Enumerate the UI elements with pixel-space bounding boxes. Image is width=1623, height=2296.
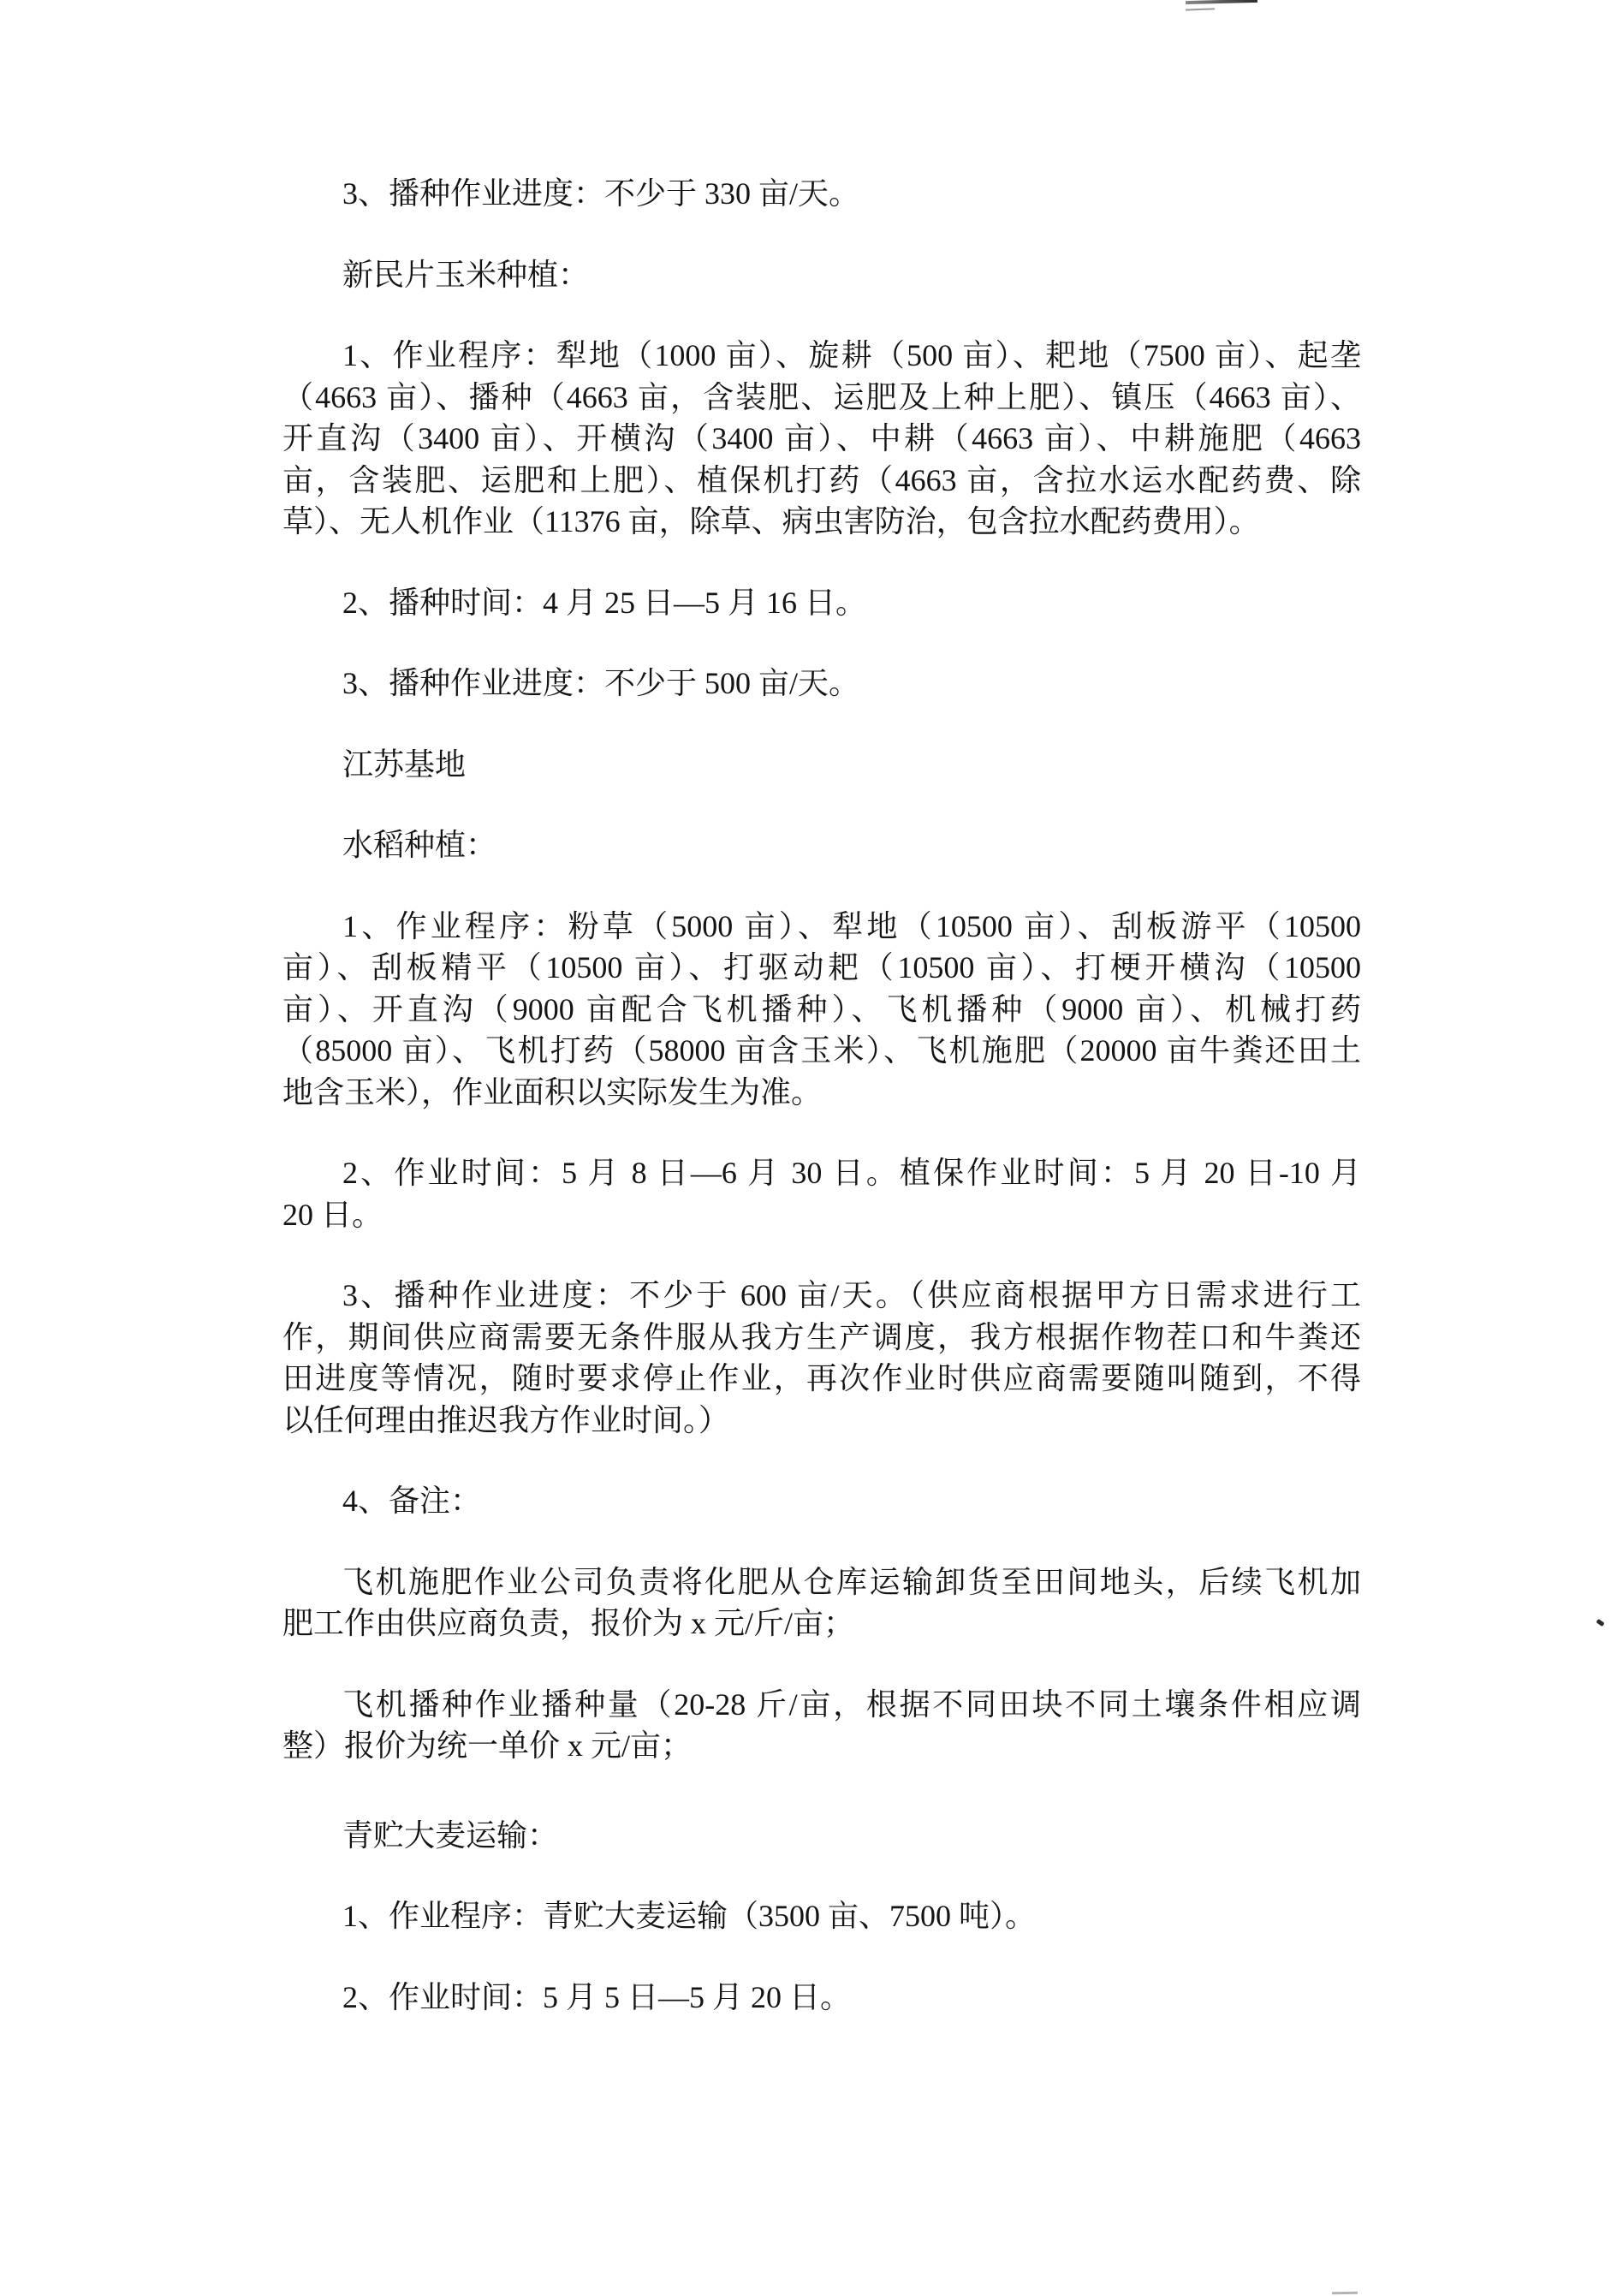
text-line: 新民片玉米种植： — [342, 257, 590, 292]
paragraph — [282, 744, 1361, 786]
text-line: 草）、无人机作业（11376 亩，除草、病虫害防治，包含拉水配药费用）。 — [282, 504, 1260, 538]
text-line: 作，期间供应商需要无条件服从我方生产调度，我方根据作物茬口和牛粪还 — [282, 1319, 1361, 1354]
paragraph — [282, 335, 1361, 543]
text-line: 1、作业程序：粉草（5000 亩）、犁地（10500 亩）、刮板游平（10500 — [342, 908, 1361, 943]
paragraph — [282, 1977, 1361, 2019]
text-line: 亩）、开直沟（9000 亩配合飞机播种）、飞机播种（9000 亩）、机械打药 — [282, 991, 1361, 1026]
text-line: 3、播种作业进度：不少于 330 亩/天。 — [342, 176, 860, 211]
text-line: 4、备注： — [342, 1484, 482, 1518]
text-line: 飞机施肥作业公司负责将化肥从仓库运输卸货至田间地头，后续飞机加 — [342, 1564, 1361, 1599]
paragraph — [282, 1480, 1361, 1522]
paragraph — [282, 1275, 1361, 1441]
scan-artifact-top-line-faint — [1186, 8, 1215, 10]
text-line: 2、作业时间：5 月 5 日—5 月 20 日。 — [342, 1979, 852, 2014]
paragraph — [282, 906, 1361, 1114]
text-line: 亩，含装肥、运肥和上肥）、植保机打药（4663 亩，含拉水运水配药费、除 — [282, 462, 1361, 497]
text-line: 开直沟（3400 亩）、开横沟（3400 亩）、中耕（4663 亩）、中耕施肥（4663 — [282, 421, 1361, 455]
paragraph — [282, 1561, 1361, 1645]
scan-artifact-bottom-smudge — [1332, 2292, 1358, 2295]
text-line: 20 日。 — [282, 1197, 383, 1232]
text-line: 3、播种作业进度：不少于 500 亩/天。 — [342, 666, 860, 700]
paragraph — [282, 824, 1361, 866]
paragraph — [282, 1815, 1361, 1857]
text-line: 江苏基地 — [342, 746, 467, 782]
paragraph — [282, 173, 1361, 215]
text-line: 3、播种作业进度：不少于 600 亩/天。（供应商根据甲方日需求进行工 — [342, 1278, 1361, 1312]
text-line: 田进度等情况，随时要求停止作业，再次作业时供应商需要随叫随到，不得 — [282, 1361, 1361, 1395]
text-line: 整）报价为统一单价 x 元/亩； — [282, 1728, 693, 1763]
text-line: 亩）、刮板精平（10500 亩）、打驱动耙（10500 亩）、打梗开横沟（10500 — [282, 950, 1361, 984]
paragraph — [282, 254, 1361, 296]
text-line: 肥工作由供应商负责，报价为 x 元/斤/亩； — [282, 1606, 855, 1640]
scan-artifact-top-line — [1186, 0, 1257, 4]
paragraph — [282, 1895, 1361, 1937]
paragraph — [282, 1684, 1361, 1767]
document-body — [282, 173, 1361, 2018]
text-line: （4663 亩）、播种（4663 亩，含装肥、运肥及上种上肥）、镇压（4663 亩）、 — [282, 379, 1361, 414]
text-line: 水稻种植： — [342, 828, 497, 862]
text-line: 2、作业时间：5 月 8 日—6 月 30 日。植保作业时间：5 月 20 日-10 月 — [342, 1156, 1361, 1190]
text-line: 飞机播种作业播种量（20-28 斤/亩，根据不同田块不同土壤条件相应调 — [342, 1686, 1361, 1722]
text-line: （85000 亩）、飞机打药（58000 亩含玉米）、飞机施肥（20000 亩牛粪还田土 — [282, 1033, 1361, 1068]
paragraph — [282, 663, 1361, 705]
paragraph — [282, 1152, 1361, 1235]
text-line: 2、播种时间：4 月 25 日—5 月 16 日。 — [342, 585, 867, 620]
text-line: 1、作业程序：青贮大麦运输（3500 亩、7500 吨）。 — [342, 1899, 1037, 1933]
text-line: 地含玉米），作业面积以实际发生为准。 — [282, 1074, 823, 1109]
text-line: 以任何理由推迟我方作业时间。） — [282, 1402, 730, 1437]
scan-artifact-speck — [1596, 1619, 1604, 1627]
paragraph — [282, 582, 1361, 624]
text-line: 1、作业程序：犁地（1000 亩）、旋耕（500 亩）、耙地（7500 亩）、起垄 — [342, 338, 1361, 372]
text-line: 青贮大麦运输： — [342, 1817, 559, 1853]
